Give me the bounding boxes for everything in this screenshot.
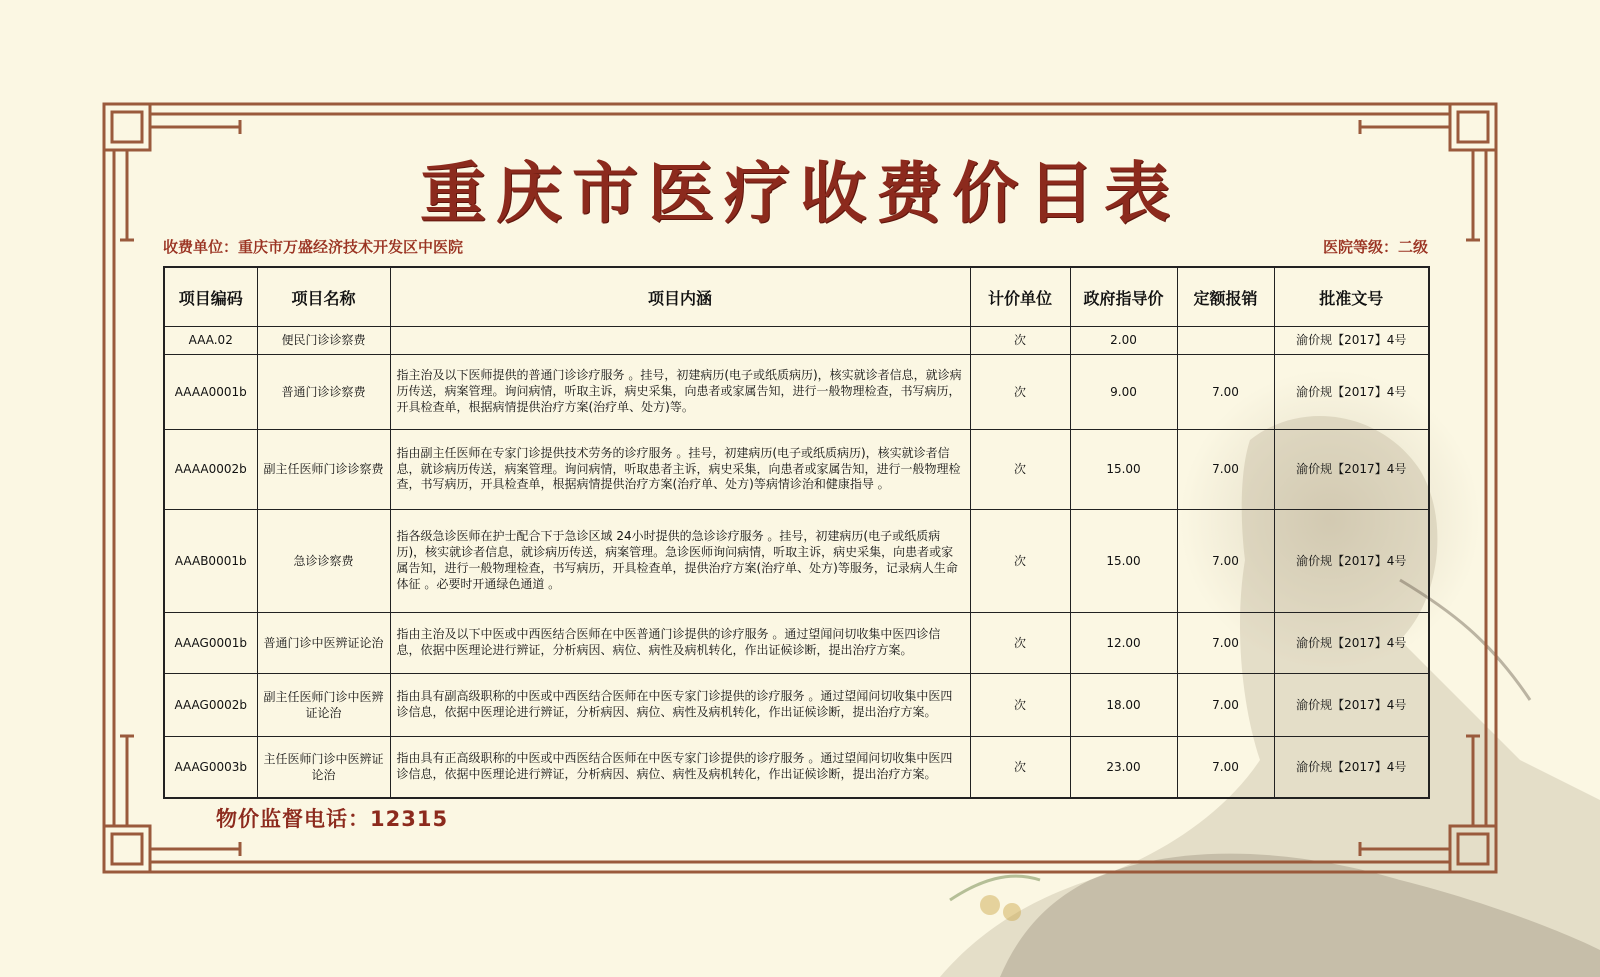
cell-approval: 渝价规【2017】4号 (1274, 430, 1429, 510)
table-row (164, 737, 1429, 798)
cell-name: 急诊诊察费 (257, 510, 390, 613)
column-header-reimbursement: 定额报销 (1177, 267, 1274, 327)
cell-description: 指由主治及以下中医或中西医结合医师在中医普通门诊提供的诊疗服务 。通过望闻问切收集中医四诊信息，依据中医理论进行辨证，分析病因、病位、病性及病机转化，作出证候诊断，提出治疗方案。 (390, 613, 970, 674)
cell-description: 指由具有副高级职称的中医或中西医结合医师在中医专家门诊提供的诊疗服务 。通过望闻问切收集中医四诊信息，依据中医理论进行辨证，分析病因、病位、病性及病机转化，作出证候诊断，提出治疗方案。 (390, 674, 970, 737)
cell-description (390, 327, 970, 355)
cell-code: AAAA0001b (164, 355, 257, 430)
cell-code: AAAG0001b (164, 613, 257, 674)
cell-reimbursement: 7.00 (1177, 737, 1274, 798)
cell-approval: 渝价规【2017】4号 (1274, 327, 1429, 355)
fee-table (163, 266, 1430, 799)
table-row (164, 430, 1429, 510)
cell-unit: 次 (970, 510, 1070, 613)
cell-price: 2.00 (1070, 327, 1177, 355)
cell-reimbursement: 7.00 (1177, 674, 1274, 737)
cell-name: 副主任医师门诊诊察费 (257, 430, 390, 510)
cell-description: 指主治及以下医师提供的普通门诊诊疗服务 。挂号，初建病历(电子或纸质病历)，核实就诊者信息，就诊病历传送，病案管理。询问病情，听取主诉，病史采集，向患者或家属告知，进行一般物理检查，书写病历，开具检查单，根据病情提供治疗方案(治疗单、处方)等。 (390, 355, 970, 430)
table-header-row (164, 267, 1429, 327)
cell-unit: 次 (970, 430, 1070, 510)
column-header-description: 项目内涵 (390, 267, 970, 327)
cell-description: 指由副主任医师在专家门诊提供技术劳务的诊疗服务 。挂号，初建病历(电子或纸质病历)，核实就诊者信息，就诊病历传送，病案管理。询问病情，听取患者主诉，病史采集，向患者或家属告知，进行一般物理检查，书写病历，开具检查单，根据病情提供治疗方案(治疗单、处方)等病情诊治和健康指导 。 (390, 430, 970, 510)
cell-unit: 次 (970, 613, 1070, 674)
table-row (164, 510, 1429, 613)
cell-code: AAAG0003b (164, 737, 257, 798)
cell-name: 主任医师门诊中医辨证论治 (257, 737, 390, 798)
cell-approval: 渝价规【2017】4号 (1274, 355, 1429, 430)
cell-approval: 渝价规【2017】4号 (1274, 737, 1429, 798)
cell-name: 普通门诊诊察费 (257, 355, 390, 430)
hospital-grade-label: 医院等级：二级 (1322, 238, 1428, 256)
page-title: 重庆市医疗收费价目表 (420, 154, 1180, 232)
cell-price: 12.00 (1070, 613, 1177, 674)
cell-approval: 渝价规【2017】4号 (1274, 674, 1429, 737)
cell-unit: 次 (970, 327, 1070, 355)
cell-name: 便民门诊诊察费 (257, 327, 390, 355)
column-header-code: 项目编码 (164, 267, 257, 327)
cell-unit: 次 (970, 355, 1070, 430)
cell-price: 15.00 (1070, 510, 1177, 613)
cell-name: 副主任医师门诊中医辨证论治 (257, 674, 390, 737)
table-row (164, 355, 1429, 430)
column-header-name: 项目名称 (257, 267, 390, 327)
cell-price: 9.00 (1070, 355, 1177, 430)
cell-price: 18.00 (1070, 674, 1177, 737)
cell-code: AAAG0002b (164, 674, 257, 737)
cell-approval: 渝价规【2017】4号 (1274, 510, 1429, 613)
cell-reimbursement: 7.00 (1177, 613, 1274, 674)
cell-code: AAA.02 (164, 327, 257, 355)
column-header-approval: 批准文号 (1274, 267, 1429, 327)
cell-description: 指各级急诊医师在护士配合下于急诊区域 24小时提供的急诊诊疗服务 。挂号，初建病历(电子或纸质病历)，核实就诊者信息，就诊病历传送，病案管理。急诊医师询问病情，听取主诉，病史采集，向患者或家属告知，进行一般物理检查，书写病历，开具检查单，提供治疗方案(治疗单、处方)等服务，记录病人生命体征 。必要时开通绿色通道 。 (390, 510, 970, 613)
table-row (164, 327, 1429, 355)
cell-description: 指由具有正高级职称的中医或中西医结合医师在中医专家门诊提供的诊疗服务 。通过望闻问切收集中医四诊信息，依据中医理论进行辨证，分析病因、病位、病性及病机转化，作出证候诊断，提出治疗方案。 (390, 737, 970, 798)
cell-reimbursement: 7.00 (1177, 430, 1274, 510)
price-supervision-hotline: 物价监督电话：12315 (216, 807, 449, 831)
cell-reimbursement: 7.00 (1177, 510, 1274, 613)
cell-price: 15.00 (1070, 430, 1177, 510)
cell-price: 23.00 (1070, 737, 1177, 798)
cell-approval: 渝价规【2017】4号 (1274, 613, 1429, 674)
billing-unit-label: 收费单位：重庆市万盛经济技术开发区中医院 (163, 238, 464, 256)
cell-code: AAAB0001b (164, 510, 257, 613)
table-row (164, 613, 1429, 674)
column-header-unit: 计价单位 (970, 267, 1070, 327)
cell-unit: 次 (970, 737, 1070, 798)
cell-reimbursement (1177, 327, 1274, 355)
cell-name: 普通门诊中医辨证论治 (257, 613, 390, 674)
cell-reimbursement: 7.00 (1177, 355, 1274, 430)
cell-code: AAAA0002b (164, 430, 257, 510)
cell-unit: 次 (970, 674, 1070, 737)
table-row (164, 674, 1429, 737)
column-header-price: 政府指导价 (1070, 267, 1177, 327)
